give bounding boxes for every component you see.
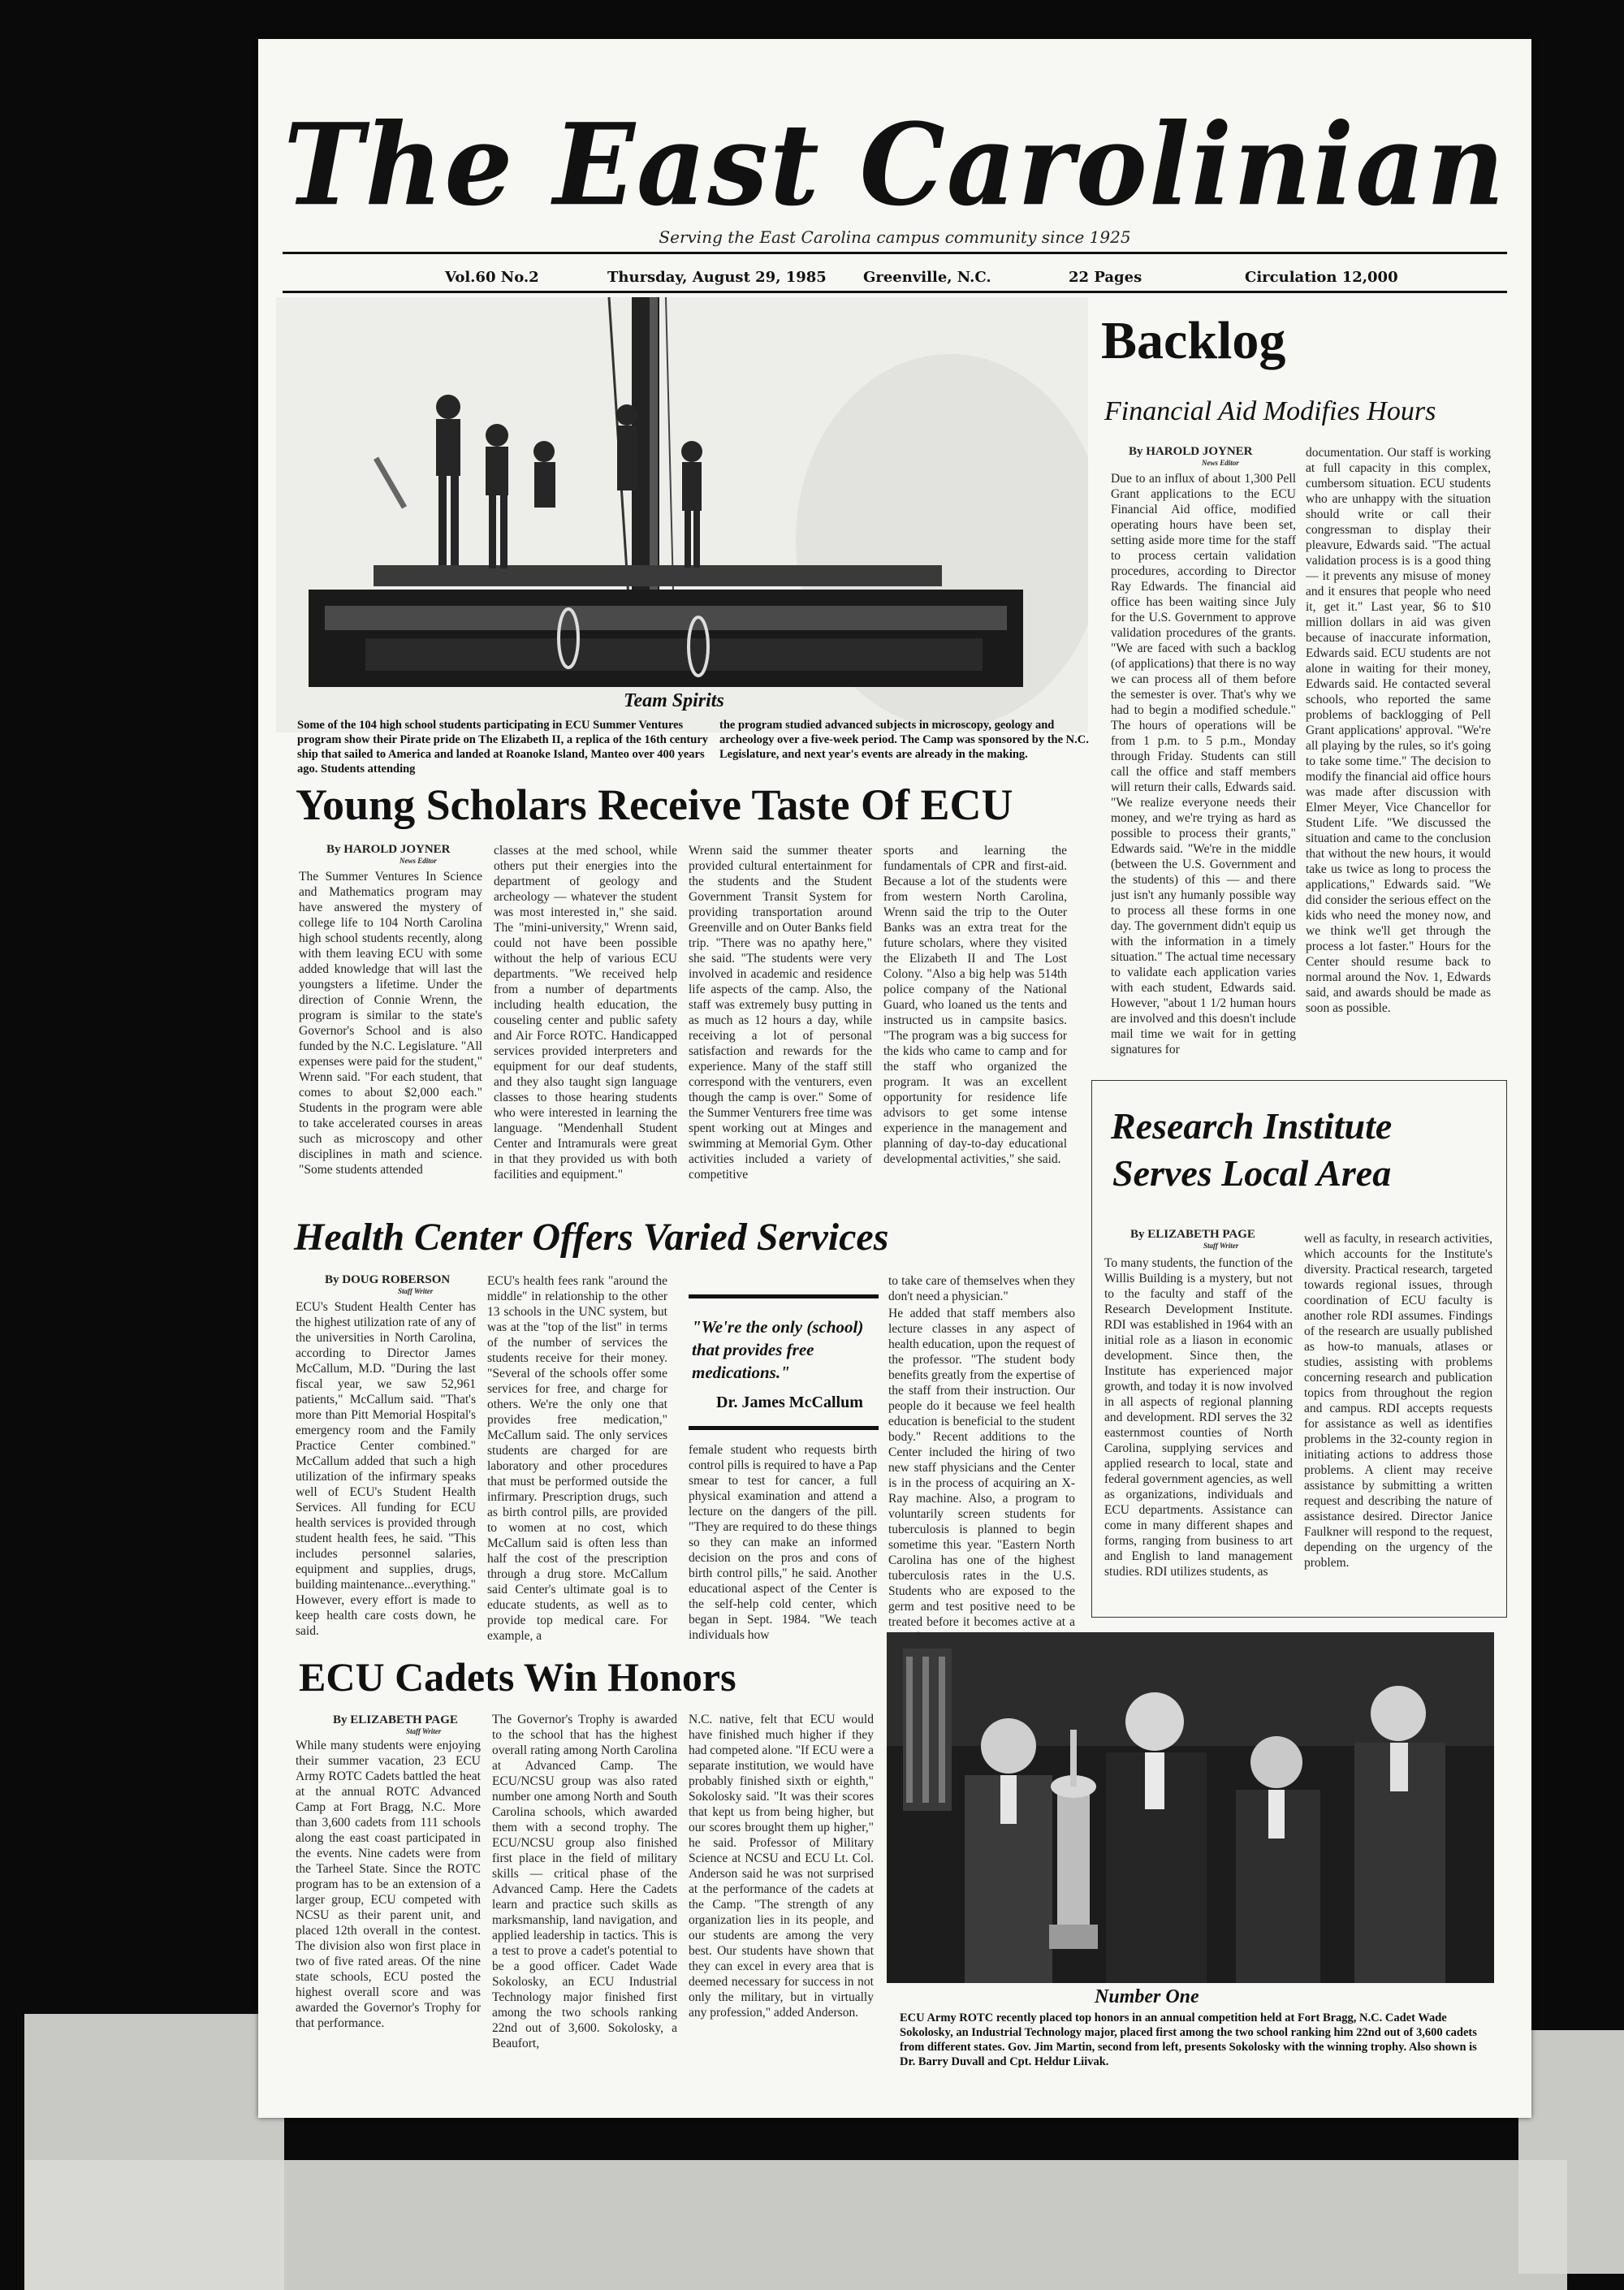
newspaper-page xyxy=(258,39,1531,2118)
masthead-rule-top xyxy=(283,252,1507,254)
health-column-4-top: to take care of themselves when they don't need a physician." xyxy=(888,1274,1075,1303)
team-spirits-title: Team Spirits xyxy=(624,690,724,711)
scholars-byline-role: News Editor xyxy=(400,857,437,865)
scholars-column-3: Wrenn said the summer theater provided cultural entertainment for the students and the Student Government Transit System for providing transportation around Greenville and on Outer Banks field trip. "There was no apathy here," she said. "The students were very involved in academic and residence life aspects of the camp. Also, the staff was extremely busy putting in as much as 12 hours a day, while receiving a lot of personal satisfaction and rewards for the experience. Many of the staff still correspond with the venturers, even though the camp is over." Some of the Summer Venturers free time was spent working out at Minges and swimming at Memorial Gym. Other activities included a variety of competitive xyxy=(689,844,872,1182)
cadets-column-2: The Governor's Trophy is awarded to the school that has the highest overall rating among North Carolina at Advanced Camp. The ECU/NCSU group was also rated number one among North and South Carolina schools, which awarded them with a second trophy. The ECU/NCSU group also finished first place in the field of military skills — critical phase of the Advanced Camp. Here the Cadets learn and practice such skills as marksmanship, land navigation, and applied leadership in tactics. This is a test to prove a cadet's potential to be a good officer. Cadet Wade Sokolosky, an ECU Industrial Technology major finished first among the two schools ranking 22nd out of 3,600. Sokolosky, a Beaufort, xyxy=(492,1713,677,2050)
circulation: Circulation 12,000 xyxy=(1245,269,1398,286)
backlog-byline: By HAROLD JOYNER News Editor xyxy=(1129,445,1253,467)
issue-date: Thursday, August 29, 1985 xyxy=(607,269,827,286)
research-headline-2: Serves Local Area xyxy=(1112,1152,1392,1194)
number-one-photo xyxy=(887,1632,1494,1983)
page-count: 22 Pages xyxy=(1069,269,1142,286)
health-byline-role: Staff Writer xyxy=(398,1287,434,1295)
scholars-column-1: The Summer Ventures In Science and Mathematics program may have answered the mystery of college life to 104 North Carolina high school students recently, along with them leaving ECU with some added knowledge that will last the youngsters a lifetime. Under the direction of Connie Wrenn, the program is similar to the state's Governor's School and is also funded by the N.C. Legislature. "All expenses were paid for the student," Wrenn said. "For each student, that comes to about $2,000 each." Students in the program were able to take accelerated courses in areas such as microscopy and other disciplines in math and science. "Some students attended xyxy=(299,870,482,1177)
health-quote-rule-top xyxy=(689,1294,879,1298)
research-column-2: well as faculty, in research activities, which accounts for the Institute's diversity. Practical research, targeted towards regional issues, through coordination of ECU faculty is another role RDI assumes. Findings of the research are usually published as how-to manuals, atlases or studies, assisting with problems concerning research and publication topics from throughout the region and campus. RDI accepts requests for assistance as well as identifies problems in the 32-county region in initiating actions to address those problems. A client may receive assistance by submitting a written request and describing the nature of assistance desired. Director Janice Faulkner will respond to the request, depending on the urgency of the problem. xyxy=(1304,1232,1492,1570)
health-column-1: ECU's Student Health Center has the highest utilization rate of any of the universities in North Carolina, according to Director James McCallum, M.D. "During the last fiscal year, we saw 52,961 patients," McCallum said. "That's more than Pitt Memorial Hospital's emergency room and the Family Practice Center combined." McCallum added that such a high utilization of the infirmary speaks well of ECU's Student Health Services. All funding for ECU health services is provided through student health fees, he said. "This includes personnel salaries, equipment and supplies, drugs, building maintenance...everything." However, every effort is made to keep health care costs down, he said. xyxy=(296,1300,476,1638)
masthead-rule-bottom xyxy=(283,291,1507,293)
masthead-title: The East Carolinian xyxy=(283,99,1506,231)
health-byline: By DOUG ROBERSON Staff Writer xyxy=(325,1273,451,1295)
research-headline-1: Research Institute xyxy=(1111,1105,1393,1147)
research-column-1: To many students, the function of the Willis Building is a mystery, but not to the faculty and staff of the Research Development Institute. RDI was established in 1964 with an initial role as a liason in economic development. Since then, the Institute has experienced major growth, and today it is now involved in all aspects of regional planning and development. RDI serves the 32 easternmost counties of North Carolina, supplying services and applied research to local, state and federal government agencies, as well as organizations, individuals and ECU departments. Assistance can come in many different shapes and forms, ranging from business to art and English to land management studies. RDI utilizes students, as xyxy=(1104,1256,1293,1579)
issue-place: Greenville, N.C. xyxy=(863,269,991,286)
number-one-caption: ECU Army ROTC recently placed top honors in an annual competition held at Fort Bragg, N.C. Cadet Wade Sokolosky, an Industrial Technology major, placed first among the two school ranking him 22nd out of 3,600 cadets from different states. Gov. Jim Martin, second from left, presents Sokolosky with the winning trophy. Also shown is Dr. Barry Duvall and Cpt. Heldur Liivak. xyxy=(900,2011,1477,2068)
backlog-column-2: documentation. Our staff is working at full capacity in this complex, cumbersom situation. ECU students who are unhappy with the situation should write or call their congressman to display their pleavure, Edwards said. "The actual validation process is is a good thing — it prevents any misuse of money and it ensures that people who need it, get it." Last year, $6 to $10 million dollars in aid was given because of inaccurate information, Edwards said. ECU students are not alone in waiting for their money, Edwards said. He contacted several schools, who reported the same problems of backlogging of Pell Grant applications' approval. "We're all playing by the rules, so it's going to take some time." The decision to modify the financial aid office hours was made after discussion with Elmer Meyer, Vice Chancellor for Student Life. "We discussed the situation and came to the conclusion that without the new hours, it would take us twice as long to process the applications," Edwards said. "We did consider the serious effect on the kids who need the money now, and we think we'll get through the process a lot faster." Hours for the Center should resume back to normal around the Nov. 1, Edwards said, and awards should be made as soon as possible. xyxy=(1306,446,1491,1015)
health-pull-quote: "We're the only (school) that provides free medications." xyxy=(692,1317,864,1382)
masthead-tagline: Serving the East Carolina campus community since 1925 xyxy=(659,227,1131,247)
scholars-column-2: classes at the med school, while others put their energies into the department of geology and archeology — whatever the student was most interested in," she said. The "mini-university," Wrenn said, could not have been possible without the help of various ECU departments. "We received help from a number of departments including health education, the couseling center and public safety and Air Force ROTC. Handicapped services provided interpreters and equipment for our deaf students, and they also taught sign language classes to those hearing students who were interested in learning the language. "Mendenhall Student Center and Intramurals were great in that they provided us with both facilities and equipment." xyxy=(494,844,677,1182)
health-quote-rule-bottom xyxy=(689,1426,879,1430)
backlog-headline: Backlog xyxy=(1101,311,1286,370)
tape-strip-bottom xyxy=(24,2160,1567,2290)
team-spirits-photo xyxy=(276,297,1088,732)
cadets-column-1: While many students were enjoying their summer vacation, 23 ECU Army ROTC Cadets battled the heat at the annual ROTC Advanced Camp at Fort Bragg, N.C. More than 3,600 cadets from 111 schools along the east coast participated in the events. Nine cadets were from the Tarheel State. Since the ROTC program has to be an extension of a larger group, ECU competed with NCSU as their parent unit, and placed 12th overall in the contest. The division also won first place in two of five rated areas. Of the nine state schools, ECU posted the highest overall score and was awarded the Governor's Trophy for that performance. xyxy=(296,1739,481,2030)
volume-number: Vol.60 No.2 xyxy=(445,269,539,286)
research-byline-role: Staff Writer xyxy=(1203,1242,1239,1250)
health-column-2: ECU's health fees rank "around the middle" in relationship to the other 13 schools in the UNC system, but was at the "top of the list" in terms of the number of services the students receive for their money. "Several of the schools offer some services for free, and charge for others. We're the only one that provides free medication," McCallum said. The only services students are charged for are laboratory and other procedures that must be performed outside the infirmary. Prescription drugs, such as birth control pills, are provided to women at no cost, which McCallum said is often less than half the cost of the prescription through a drug store. McCallum said Center's ultimate goal is to educate students, as well as to provide top medical care. For example, a xyxy=(487,1274,667,1643)
health-headline: Health Center Offers Varied Services xyxy=(294,1216,889,1259)
team-spirits-caption-left: Some of the 104 high school students participating in ECU Summer Ventures program show their Pirate pride on The Elizabeth II, a replica of the 16th century ship that sailed to America and landed at Roanoke Island, Manteo over 400 years ago. Students attending xyxy=(297,719,708,776)
cadets-headline: ECU Cadets Win Honors xyxy=(299,1654,736,1700)
number-one-title: Number One xyxy=(1095,1986,1199,2007)
health-column-4: He added that staff members also lecture classes in any aspect of health education, upon the request of the professor. "The student body benefits greatly from the expertise of the staff from their instruction. Our people do it because we feel health education is beneficial to the student body." Recent additions to the Center included the hiring of two new staff physicians and the Center is in the process of acquiring an X-Ray machine. Also, a program to voluntarily screen students for tuberculosis is planned to begin sometime this year. "Eastern North Carolina has one of the highest tuberculosis rates in the U.S. Students who are exposed to the germ and test positive need to be treated before it becomes active at a xyxy=(888,1307,1075,1629)
scholars-byline: By HAROLD JOYNER News Editor xyxy=(326,843,451,865)
research-byline: By ELIZABETH PAGE Staff Writer xyxy=(1130,1228,1255,1250)
tape-strip-right xyxy=(1518,2030,1624,2274)
scholars-column-4: sports and learning the fundamentals of CPR and first-aid. Because a lot of the students were from western North Carolina, Wrenn said the trip to the Outer Banks was an extra treat for the future scholars, where they visited the Elizabeth II and The Lost Colony. "Also a big help was 514th police company of the National Guard, who loaned us the tents and instructed us in campsite basics. "The program was a big success for the kids who came to camp and for the staff who organized the program. It was an excellent opportunity for residence life advisors to get some intense experience in the management and planning of day-to-day educational developmental activities," she said. xyxy=(883,844,1067,1166)
cadets-byline-role: Staff Writer xyxy=(406,1727,442,1735)
scholars-headline: Young Scholars Receive Taste Of ECU xyxy=(296,780,1013,829)
backlog-subhead: Financial Aid Modifies Hours xyxy=(1104,396,1436,426)
health-pull-quote-attribution: Dr. James McCallum xyxy=(716,1393,863,1411)
backlog-column-1: Due to an influx of about 1,300 Pell Grant applications to the ECU Financial Aid office, modified operating hours have been set, setting aside more time for the staff to process certain validation procedures, according to Director Ray Edwards. The financial aid office has been waiting since July for the U.S. Government to approve validation procedures of the grants. "We are faced with such a backlog (of applications) that there is no way we can process all of them before the semester is over. That's why we had to begin a modified schedule." The hours of operations will be from 1 p.m. to 5 p.m., Monday through Friday. Students can still call the office and staff members will return their calls, Edwards said. "We realize everyone needs their money, and we're trying as hard as possible to process their grants," Edwards said. "We're in the middle (between the U.S. Government and the students) of this — and there just isn't any humanly possible way to process all these forms in one day. The government didn't equip us with the information in a timely situation." The actual time necessary to validate each application varies with each student, Edwards said. However, "about 1 1/2 human hours are involved and this doesn't include mail time we wait for in getting signatures for xyxy=(1111,472,1296,1056)
backlog-byline-role: News Editor xyxy=(1202,459,1239,467)
cadets-byline: By ELIZABETH PAGE Staff Writer xyxy=(333,1713,458,1735)
team-spirits-caption-right: the program studied advanced subjects in microscopy, geology and archeology over a five-week period. The Camp was sponsored by the N.C. Legislature, and next year's events are already in the making. xyxy=(719,719,1089,761)
cadets-column-3: N.C. native, felt that ECU would have finished much higher if they had competed alone. "If ECU were a separate institution, we would have probably finished sixth or eighth," Sokolosky said. "It was their scores that kept us from being higher, but our scores brought them up higher," he said. Professor of Military Science at NCSU and ECU Lt. Col. Anderson said he was not surprised at the performance of the cadets at the Camp. "The strength of any organization lies in its people, and our students are among the very best. Our students have shown that they can excel in every area that is deemed necessary for success in not only the military, but in virtually any profession," added Anderson. xyxy=(689,1713,874,2020)
health-column-3: female student who requests birth control pills is required to have a Pap smear to test for cancer, a full physical examination and attend a lecture on the dangers of the pill. "They are required to do these things so they can make an informed decision on the pros and cons of birth control pills," he said. Another educational aspect of the Center is the self-help cold center, which began in Sept. 1984. "We teach individuals how xyxy=(689,1443,877,1642)
